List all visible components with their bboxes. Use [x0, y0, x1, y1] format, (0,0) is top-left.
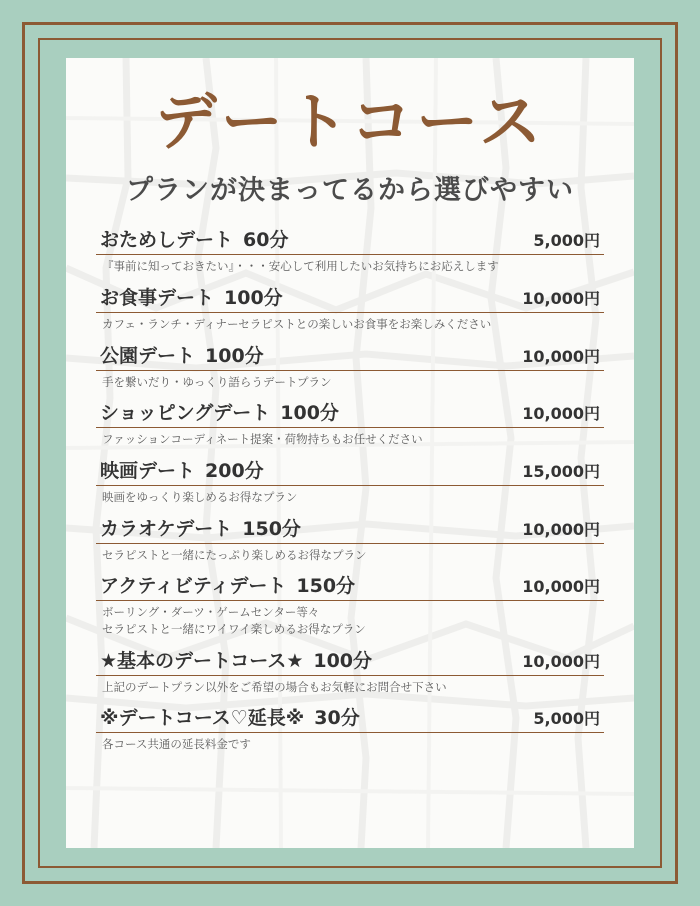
menu-item-header — [96, 456, 604, 486]
menu-item-header — [96, 703, 604, 733]
menu-item-name: おためしデート — [100, 229, 234, 252]
menu-item-duration: 100分 — [224, 286, 283, 309]
menu-item-left — [100, 571, 355, 598]
menu-item-header — [96, 225, 604, 255]
menu-item-description — [102, 431, 604, 448]
menu-item-name: 公園デート — [100, 344, 196, 367]
menu-item-duration: 100分 — [313, 649, 373, 672]
menu-item-description-line: セラピストと一緒にたっぷり楽しめるお得なプラン — [102, 547, 367, 562]
menu-item-description-line: 上記のデートプラン以外をご希望の場合もお気軽にお問合せ下さい — [102, 679, 447, 694]
menu-item-header — [96, 571, 604, 601]
list-item — [96, 283, 604, 333]
menu-item-header — [96, 514, 604, 544]
menu-item-description-line: 手を繋いだり・ゆっくり語らうデートプラン — [102, 374, 332, 389]
list-item — [96, 703, 604, 753]
menu-item-price: 5,000円 — [533, 709, 600, 729]
list-item — [96, 398, 604, 448]
menu-item-description — [102, 258, 604, 275]
menu-item-description — [102, 489, 604, 506]
menu-item-left — [100, 456, 264, 483]
menu-item-description-line: 映画をゆっくり楽しめるお得なプラン — [102, 489, 298, 504]
list-item — [96, 571, 604, 637]
menu-item-description-line: ファッションコーディネート提案・荷物持ちもお任せください — [102, 432, 423, 447]
menu-item-description — [102, 604, 604, 637]
menu-item-description — [102, 547, 604, 564]
page-title: デートコース — [154, 85, 546, 158]
page-subtitle: プランが決まってるから選びやすい — [126, 175, 574, 207]
menu-item-left — [100, 225, 288, 252]
menu-item-header — [96, 398, 604, 428]
menu-item-description-line: 『事前に知っておきたい』・・・安心して利用したいお気持ちにお応えします — [102, 259, 499, 274]
menu-item-description — [102, 316, 604, 333]
menu-list — [96, 225, 604, 753]
menu-item-duration: 100分 — [205, 344, 264, 367]
menu-item-duration: 200分 — [205, 459, 264, 482]
menu-item-left — [100, 703, 360, 730]
menu-item-duration: 100分 — [280, 402, 339, 425]
menu-card — [66, 58, 634, 848]
list-item — [96, 341, 604, 391]
menu-item-name: ★基本のデートコース★ — [100, 649, 304, 672]
menu-item-description — [102, 374, 604, 391]
menu-item-price: 10,000円 — [522, 288, 600, 308]
menu-item-description-line: セラピストと一緒にワイワイ楽しめるお得なプラン — [102, 621, 366, 636]
menu-item-name: 映画デート — [100, 459, 196, 482]
menu-item-header — [96, 646, 604, 676]
menu-item-duration: 150分 — [242, 517, 301, 540]
list-item — [96, 646, 604, 696]
menu-item-name: カラオケデート — [100, 517, 233, 540]
menu-item-left — [100, 341, 264, 368]
menu-item-name: お食事デート — [100, 286, 215, 309]
menu-item-name: ※デートコース♡延長※ — [100, 707, 305, 730]
menu-item-description — [102, 736, 604, 753]
menu-item-price: 5,000円 — [533, 231, 600, 251]
menu-item-description-line: 各コース共通の延長料金です — [102, 737, 251, 752]
menu-item-description-line: カフェ・ランチ・ディナーセラピストとの楽しいお食事をお楽しみください — [102, 316, 492, 331]
list-item — [96, 225, 604, 275]
menu-item-price: 10,000円 — [522, 519, 600, 539]
menu-item-left — [100, 398, 339, 425]
menu-item-duration: 30分 — [314, 707, 360, 730]
menu-item-price: 10,000円 — [522, 346, 600, 366]
menu-item-price: 15,000円 — [522, 461, 600, 481]
list-item — [96, 514, 604, 564]
menu-item-left — [100, 646, 372, 673]
menu-item-price: 10,000円 — [522, 651, 600, 671]
menu-item-left — [100, 283, 283, 310]
menu-item-duration: 150分 — [296, 575, 356, 598]
menu-item-left — [100, 514, 301, 541]
menu-item-duration: 60分 — [243, 229, 289, 252]
menu-item-header — [96, 283, 604, 313]
list-item — [96, 456, 604, 506]
menu-item-header — [96, 341, 604, 371]
menu-item-name: ショッピングデート — [100, 402, 271, 425]
menu-item-name: アクティビティデート — [100, 575, 287, 598]
menu-item-description — [102, 679, 604, 696]
menu-content — [66, 58, 634, 848]
menu-item-price: 10,000円 — [522, 404, 600, 424]
menu-item-description-line: ボーリング・ダーツ・ゲームセンター等々 — [102, 605, 320, 620]
menu-item-price: 10,000円 — [522, 577, 600, 597]
